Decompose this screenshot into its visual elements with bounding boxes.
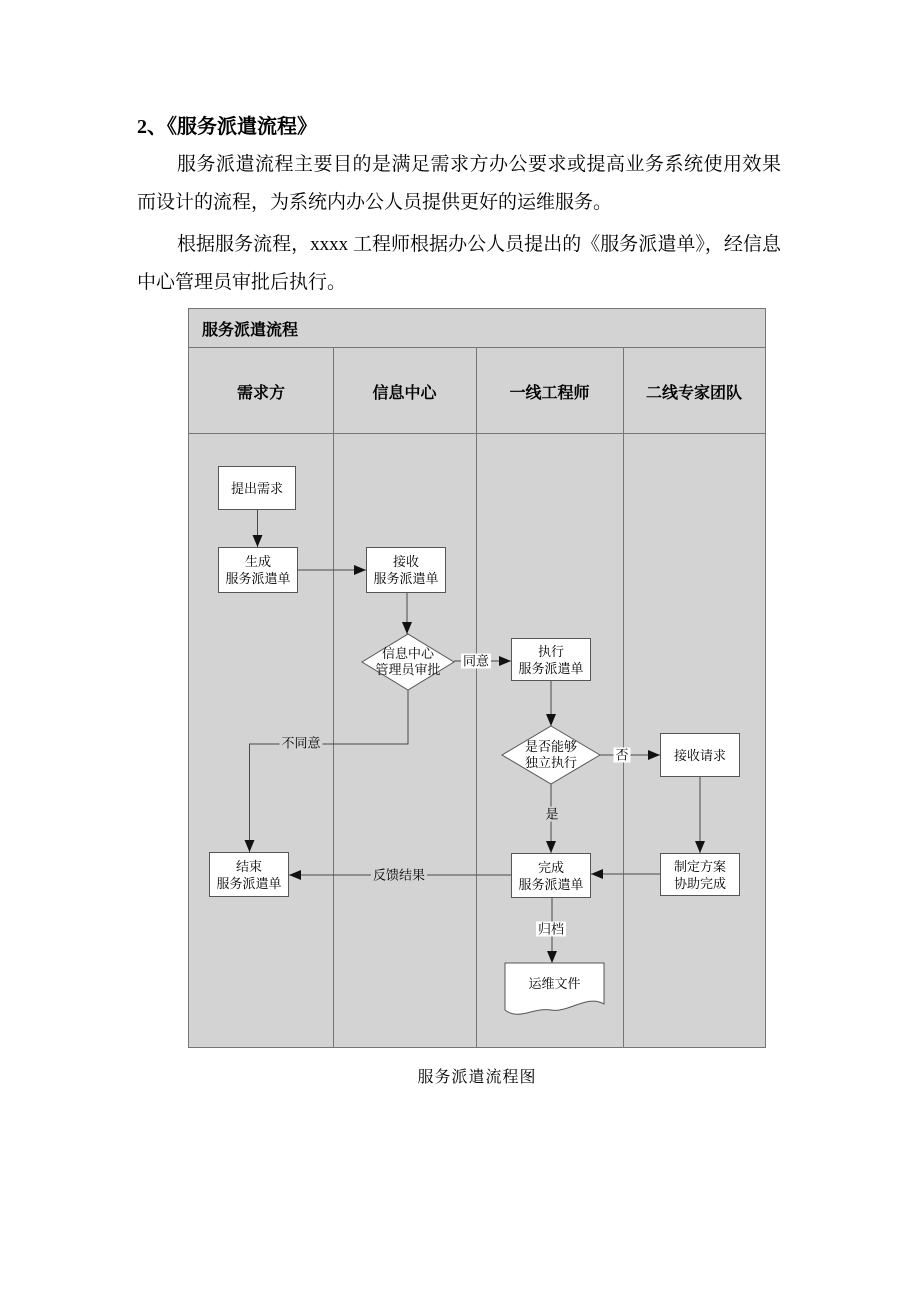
node-receive-dispatch-form: 接收 服务派遣单 — [366, 547, 446, 593]
node-end-dispatch-form: 结束 服务派遣单 — [209, 852, 289, 897]
edge-label-no: 否 — [615, 747, 629, 763]
edge-label-archive: 归档 — [537, 921, 565, 937]
node-execute-dispatch-form: 执行 服务派遣单 — [511, 638, 591, 681]
edge-label-feedback: 反馈结果 — [372, 867, 426, 883]
edge-label-yes: 是 — [545, 806, 559, 822]
node-receive-request: 接收请求 — [660, 733, 740, 777]
lane-header-l1-engineer: 一线工程师 — [509, 384, 590, 402]
node-make-plan-assist: 制定方案 协助完成 — [660, 853, 740, 896]
section-heading: 2、《服务派遣流程》 — [137, 116, 317, 138]
node-complete-dispatch-form: 完成 服务派遣单 — [511, 853, 591, 898]
figure-caption: 服务派遣流程图 — [417, 1069, 537, 1086]
text-block — [137, 112, 781, 302]
flowchart-title: 服务派遣流程 — [202, 321, 299, 339]
edge-label-disagree: 不同意 — [281, 735, 321, 751]
node-admin-approval: 信息中心 管理员审批 — [375, 646, 441, 677]
node-raise-demand: 提出需求 — [218, 466, 296, 510]
node-can-execute-alone: 是否能够 独立执行 — [524, 739, 577, 770]
body-paragraph-1: 服务派遣流程主要目的是满足需求方办公要求或提高业务系统使用效果而设计的流程，为系统内办公人员提供更好的运维服务。 — [137, 154, 781, 213]
flowchart — [188, 308, 766, 1048]
node-ops-document: 运维文件 — [528, 976, 581, 991]
lane-header-l2-experts: 二线专家团队 — [645, 384, 742, 402]
edge-label-agree: 同意 — [462, 653, 490, 669]
body-paragraph-2: 根据服务流程，xxxx 工程师根据办公人员提出的《服务派遣单》，经信息中心管理员审批后执行。 — [137, 234, 781, 293]
lane-header-demander: 需求方 — [236, 384, 285, 402]
node-create-dispatch-form: 生成 服务派遣单 — [218, 547, 298, 593]
connector-layer — [189, 309, 765, 1047]
lane-header-info-center: 信息中心 — [372, 384, 437, 402]
